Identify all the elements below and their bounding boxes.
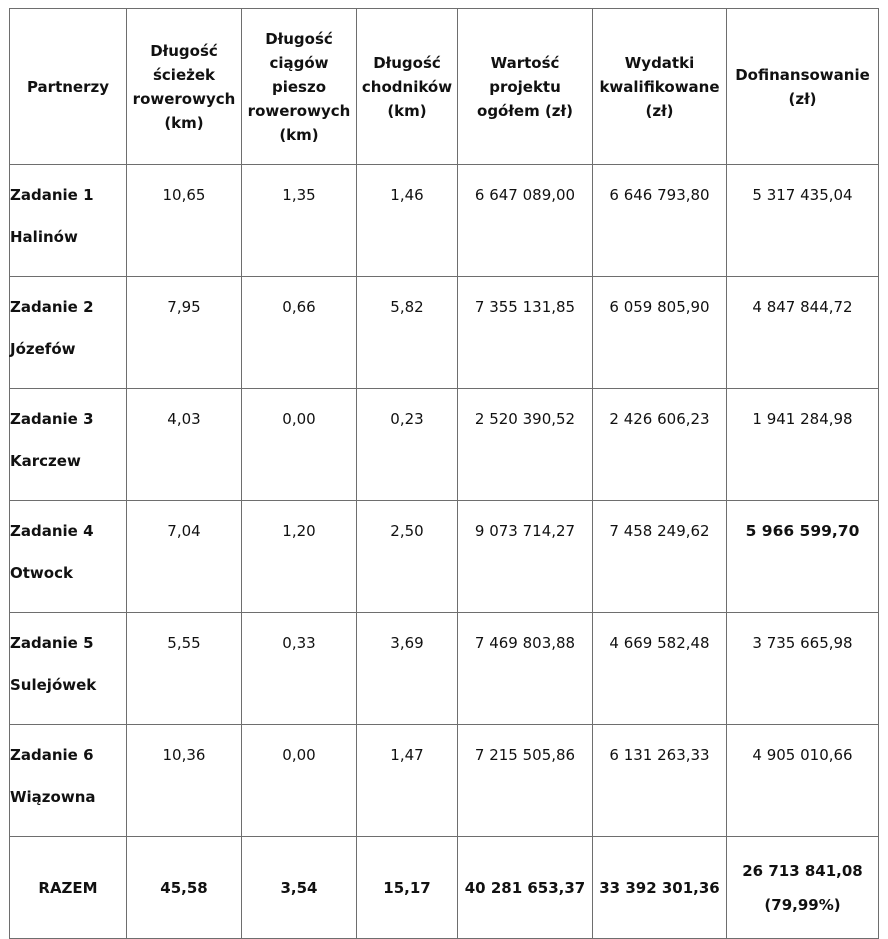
task-label: Zadanie 6 [10,746,94,764]
cell-value: 7,95 [167,298,201,316]
cell-value: 7 458 249,62 [609,522,710,540]
table-cell [593,725,727,837]
cell-value: 3 735 665,98 [752,634,853,652]
total-cell [357,837,458,939]
place-label: Halinów [10,228,78,246]
cell-value: 6 647 089,00 [474,186,576,204]
table-cell [458,389,593,501]
header-row [10,9,879,165]
table-row [10,613,879,725]
table-cell [458,613,593,725]
cell-value: 2 520 390,52 [474,410,576,428]
cell-value: 1,46 [390,186,424,204]
cell-value: 45,58 [160,878,208,897]
partner-cell [10,277,127,389]
total-cell [242,837,357,939]
cell-value: 1,35 [282,186,316,204]
total-row [10,837,879,939]
header-partnerzy: Partnerzy [10,9,127,165]
percent-value: (79,99%) [764,895,841,914]
total-cell [727,837,879,939]
cell-value: 0,00 [282,410,316,428]
cell-value: 10,36 [162,746,206,764]
partner-cell [10,725,127,837]
cell-value: 15,17 [383,878,431,897]
table-cell [242,165,357,277]
cell-value: 40 281 653,37 [464,878,586,897]
place-label: Sulejówek [10,676,97,694]
cell-value: 7 469 803,88 [474,634,576,652]
header-sciezki: Długość ścieżek rowerowych (km) [127,9,242,165]
table-row [10,389,879,501]
task-label: Zadanie 5 [10,634,94,652]
table-row [10,501,879,613]
table-cell [127,725,242,837]
table-cell [593,389,727,501]
cell-value: RAZEM [38,878,98,897]
cell-value: 0,00 [282,746,316,764]
cell-value: 2,50 [390,522,424,540]
cell-value: 3,69 [390,634,424,652]
cell-value: 9 073 714,27 [474,522,576,540]
table-cell [727,165,879,277]
cell-value: 4 905 010,66 [752,746,853,764]
table-cell [593,501,727,613]
cell-value: 5,82 [390,298,424,316]
table-row [10,165,879,277]
header-wartosc: Wartość projektu ogółem (zł) [458,9,593,165]
table-cell [242,277,357,389]
cell-value: 3,54 [280,878,318,897]
header-dofinansowanie: Dofinansowanie (zł) [727,9,879,165]
table-cell [242,613,357,725]
cell-value: 33 392 301,36 [599,878,720,897]
table-cell [242,501,357,613]
task-label: Zadanie 4 [10,522,94,540]
cell-value: 0,33 [282,634,316,652]
cell-value: 5 966 599,70 [745,522,860,540]
cell-value: 1 941 284,98 [752,410,853,428]
table-cell [127,277,242,389]
cell-value: 7 355 131,85 [474,298,576,316]
table-cell [727,389,879,501]
table-cell [727,613,879,725]
cell-value: 5 317 435,04 [752,186,853,204]
cell-value: 1,47 [390,746,424,764]
cell-value: 2 426 606,23 [609,410,710,428]
table-cell [593,277,727,389]
cell-value: 5,55 [167,634,201,652]
table-row [10,725,879,837]
place-label: Józefów [10,340,76,358]
cell-value: 26 713 841,08 [742,861,863,880]
table-cell [357,501,458,613]
table-cell [458,725,593,837]
table-cell [458,165,593,277]
header-chodniki: Długość chodników (km) [357,9,458,165]
table-cell [127,501,242,613]
task-label: Zadanie 1 [10,186,94,204]
total-label [10,837,127,939]
partner-cell [10,389,127,501]
cell-value: 1,20 [282,522,316,540]
table-cell [357,725,458,837]
place-label: Karczew [10,452,81,470]
partner-cell [10,613,127,725]
table-cell [727,725,879,837]
cell-value: 6 646 793,80 [609,186,710,204]
table-cell [127,165,242,277]
header-ciagi: Długość ciągów pieszo rowerowych (km) [242,9,357,165]
funding-table [9,8,879,939]
table-cell [127,389,242,501]
table-cell [593,165,727,277]
cell-value: 6 059 805,90 [609,298,710,316]
cell-value: 4 847 844,72 [752,298,853,316]
cell-value: 7,04 [167,522,201,540]
table-cell [458,501,593,613]
table-cell [357,277,458,389]
table-cell [242,389,357,501]
table-cell [242,725,357,837]
cell-value: 4 669 582,48 [609,634,710,652]
place-label: Wiązowna [10,788,96,806]
table-row [10,277,879,389]
cell-value: 0,66 [282,298,316,316]
task-label: Zadanie 3 [10,410,94,428]
partner-cell [10,501,127,613]
header-wydatki: Wydatki kwalifikowane (zł) [593,9,727,165]
place-label: Otwock [10,564,73,582]
cell-value: 0,23 [390,410,424,428]
table-cell [727,501,879,613]
total-cell [593,837,727,939]
total-cell [458,837,593,939]
task-label: Zadanie 2 [10,298,94,316]
table-cell [357,165,458,277]
table-cell [458,277,593,389]
cell-value: 10,65 [162,186,206,204]
cell-value: 4,03 [167,410,201,428]
table-cell [127,613,242,725]
cell-value: 6 131 263,33 [609,746,710,764]
cell-value: 7 215 505,86 [474,746,576,764]
partner-cell [10,165,127,277]
table-cell [593,613,727,725]
table-cell [357,613,458,725]
total-cell [127,837,242,939]
table-cell [727,277,879,389]
table-cell [357,389,458,501]
